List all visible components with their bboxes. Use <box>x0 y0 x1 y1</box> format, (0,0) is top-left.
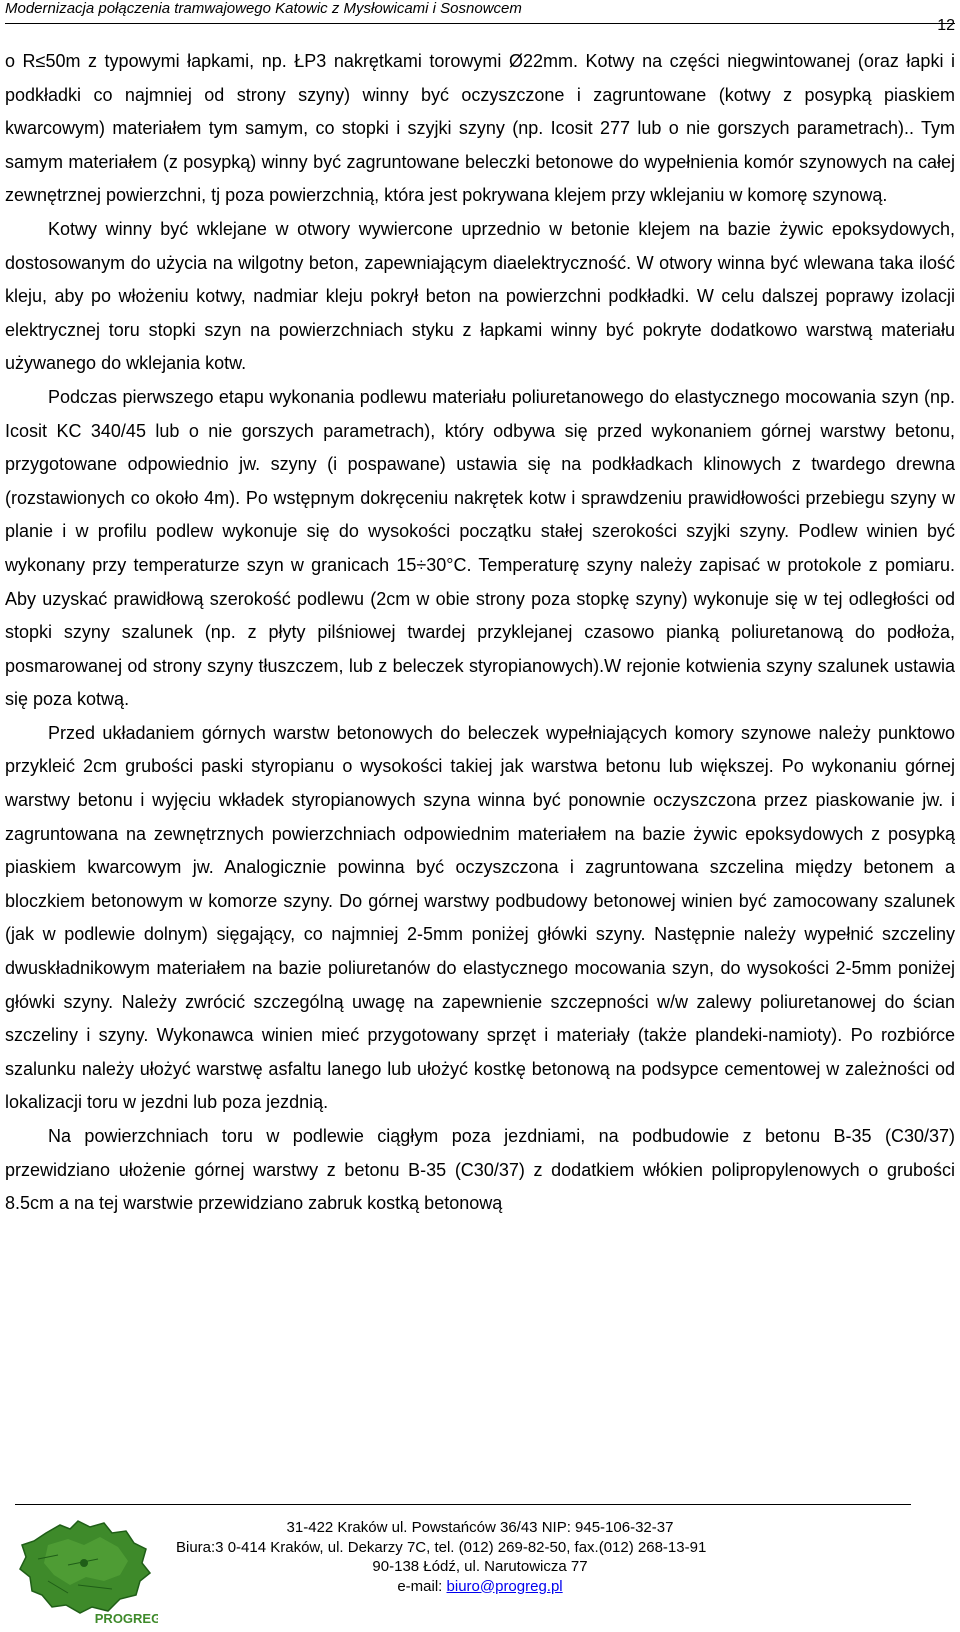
page-header <box>5 0 955 42</box>
footer-address-lodz: 90-138 Łódź, ul. Narutowicza 77 <box>372 1558 588 1575</box>
paragraph-3: Podczas pierwszego etapu wykonania podlewu materiału poliuretanowego do elastycznego mocowania szyn (np. Icosit KC 340/45 lub o nie gorszych parametrach), który odbywa się przed wykonaniem górnej warstwy betonu, przygotowane odpowiednio jw. szyny (i pospawane) ustawia się na podkładkach klinowych z twardego drewna (rozstawionych co około 4m). Po wstępnym dokręceniu nakrętek kotw i sprawdzeniu prawidłowości przebiegu szyny w planie i w profilu podlew wykonuje się do wysokości początku stałej szerokości szyjki szyny. Podlew winien być wykonany przy temperaturze szyn w granicach 15÷30°C. Temperaturę szyny należy zapisać w protokole z pomiaru. Aby uzyskać prawidłową szerokość podlewu (2cm w obie strony poza stopkę szyny) wykonuje się w tej odległości od stopki szyny szalunek (np. z płyty pilśniowej twardej przyklejanej czasowo pianką poliuretanową do podłoża, posmarowanej od strony szyny tłuszczem, lub z beleczek styropianowych).W rejonie kotwienia szyny szalunek ustawia się poza kotwą. <box>5 386 955 710</box>
footer-divider <box>15 1504 911 1505</box>
paragraph-2: Kotwy winny być wklejane w otwory wywiercone uprzednio w betonie klejem na bazie żywic epoksydowych, dostosowanym do użycia na wilgotny beton, zapewniającym diaelektryczność. W otwory winna być wlewana taka ilość kleju, aby po włożeniu kotwy, nadmiar kleju pokrył beton na powierzchni podkładki. W celu dalszej poprawy izolacji elektrycznej toru stopki szyn na powierzchniach styku z łapkami winny być pokryte dodatkowo warstwą materiału używanego do wklejania kotw. <box>5 218 955 374</box>
paragraph-5: Na powierzchniach toru w podlewie ciągłym poza jezdniami, na podbudowie z betonu B-35 (C30/37) przewidziano ułożenie górnej warstwy z betonu B-35 (C30/37) z dodatkiem włókien polipropylenowych o grubości 8.5cm a na tej warstwie przewidziano zabruk kostką betonową <box>5 1126 955 1214</box>
footer-address-offices: Biura:3 0-414 Kraków, ul. Dekarzy 7C, tel. (012) 269-82-50, fax.(012) 268-13-91 <box>176 1538 707 1556</box>
progreg-logo <box>8 1515 158 1627</box>
footer-email-label: e-mail: <box>397 1577 447 1595</box>
document-title: Modernizacja połączenia tramwajowego Katowic z Mysłowicami i Sosnowcem <box>5 0 522 17</box>
header-divider <box>5 23 955 24</box>
paragraph-1: o R≤50m z typowymi łapkami, np. ŁP3 nakrętkami torowymi Ø22mm. Kotwy na części niegwintowanej (oraz łapki i podkładki co najmniej od strony szyny) winny być oczyszczone i zagruntowane (kotwy z posypką piaskiem kwarcowym) materiałem tym samym, co stopki i szyjki szyny (np. Icosit 277 lub o nie gorszych parametrach).. Tym samym materiałem (z posypką) winny być zagruntowane beleczki betonowe do wypełnienia komór szynowych na całej zewnętrznej powierzchni, tj poza powierzchnią, która jest pokrywana klejem przy wklejaniu w komorę szynową. <box>5 51 955 206</box>
logo-wordmark: PROGREG <box>94 1611 158 1626</box>
footer-address-hq: 31-422 Kraków ul. Powstańców 36/43 NIP: 945-106-32-37 <box>286 1519 674 1536</box>
page-number: 12 <box>937 17 955 34</box>
footer-email-row <box>160 1577 800 1597</box>
paragraph-4: Przed układaniem górnych warstw betonowych do beleczek wypełniających komory szynowe należy punktowo przykleić 2cm grubości paski styropianu o wysokości takiej jak warstwa betonu lub większej. Po wykonaniu górnej warstwy betonu i wyjęciu wkładek styropianowych szyna winna być ponownie oczyszczona przez piaskowanie jw. i zagruntowana na zewnętrznych powierzchniach odpowiednim materiałem na bazie żywic epoksydowych z posypką piaskiem kwarcowym jw. Analogicznie powinna być oczyszczona i zagruntowana szczelina między betonem a bloczkiem betonowym w komorze szyny. Do górnej warstwy podbudowy betonowej winien być zamocowany szalunek (jak w podlewie dolnym) sięgający, co najmniej 2-5mm poniżej główki szyny. Następnie należy wypełnić szczeliny dwuskładnikowym materiałem na bazie poliuretanów do elastycznego mocowania szyn, do wysokości 2-5mm poniżej główki szyny. Należy zwrócić szczególną uwagę na zapewnienie szczepności w/w zalewy poliuretanowej do ścian szczeliny i szyny. Wykonawca winien mieć przygotowany sprzęt i materiały (także plandeki-namioty). Po rozbiórce szalunku należy ułożyć warstwę asfaltu lanego lub ułożyć kostkę betonową na podsypce cementowej w zależności od lokalizacji toru w jezdni lub poza jezdnią. <box>5 722 955 1113</box>
email-link[interactable]: biuro@progreg.pl <box>446 1577 563 1595</box>
footer-contact <box>160 1518 800 1596</box>
document-body <box>5 45 955 1221</box>
malopolska-map-icon <box>8 1515 158 1627</box>
